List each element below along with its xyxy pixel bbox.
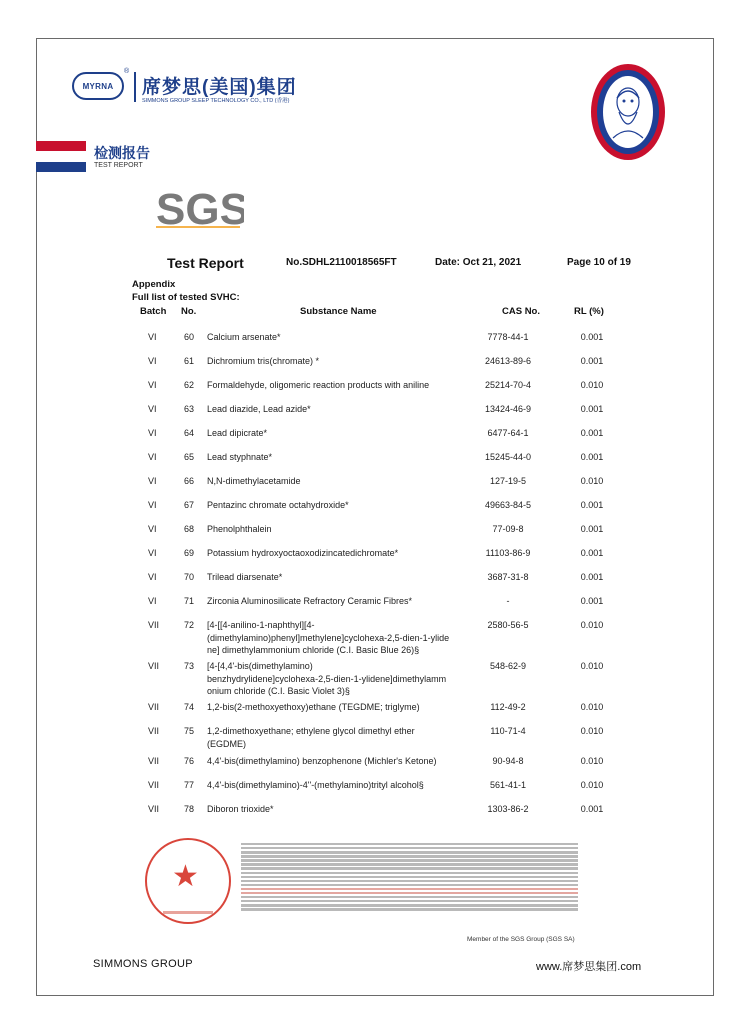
table-cell-cas: 49663-84-5 <box>484 500 532 510</box>
table-cell-rl: 0.001 <box>580 804 604 814</box>
table-cell-rl: 0.010 <box>580 726 604 736</box>
table-cell-rl: 0.001 <box>580 404 604 414</box>
substance-name-line: Phenolphthalein <box>207 524 272 534</box>
table-cell-batch: VII <box>148 726 160 736</box>
footer-website: www.席梦思集团.com <box>536 961 642 973</box>
report-date: Date: Oct 21, 2021 <box>435 257 522 268</box>
table-cell-no: 67 <box>184 500 195 510</box>
table-cell-batch: VI <box>148 548 157 558</box>
table-cell-rl: 0.001 <box>580 524 604 534</box>
substance-name-line: (dimethylamino)phenyl]methylene]cyclohexa-2,5-dien-1-ylide <box>207 632 450 643</box>
substance-name-line: 4,4'-bis(dimethylamino)-4''-(methylamino)trityl alcohol§ <box>207 780 424 790</box>
sgs-logo-text: SGS <box>156 186 244 232</box>
table-cell-rl: 0.001 <box>580 356 604 366</box>
table-cell-batch: VII <box>148 804 160 814</box>
table-cell-cas: 90-94-8 <box>492 756 524 766</box>
table-cell-rl: 0.001 <box>580 596 604 606</box>
table-cell-rl: 0.001 <box>580 332 604 342</box>
appendix-subtitle: Full list of tested SVHC: <box>132 292 240 303</box>
table-cell-no: 75 <box>184 726 195 736</box>
table-cell-no: 70 <box>184 572 195 582</box>
table-cell-no: 74 <box>184 702 195 712</box>
table-cell-cas: 127-19-5 <box>489 476 527 486</box>
table-cell-rl: 0.010 <box>580 661 604 671</box>
myrna-logo <box>72 72 124 100</box>
substance-name-line: onium chloride (C.I. Basic Violet 3)§ <box>207 686 350 696</box>
table-cell-batch: VI <box>148 476 157 486</box>
table-cell-rl: 0.010 <box>580 780 604 790</box>
report-title-en: TEST REPORT <box>94 162 143 169</box>
table-cell-cas: 112-49-2 <box>490 702 526 712</box>
table-cell-batch: VII <box>148 780 160 790</box>
table-cell-batch: VI <box>148 428 157 438</box>
table-cell-batch: VI <box>148 500 157 510</box>
report-title: Test Report <box>167 255 244 271</box>
substance-name-line: Trilead diarsenate* <box>207 572 283 582</box>
table-cell-no: 66 <box>184 476 195 486</box>
table-cell-cas: 2580-56-5 <box>487 620 529 630</box>
table-cell-rl: 0.001 <box>580 548 604 558</box>
table-cell-cas: 15245-44-0 <box>484 452 532 462</box>
table-cell-no: 77 <box>184 780 195 790</box>
appendix-label: Appendix <box>132 279 176 290</box>
substance-name-line: 4,4'-bis(dimethylamino) benzophenone (Michler's Ketone) <box>207 756 437 766</box>
substance-name-line: Diboron trioxide* <box>207 804 274 814</box>
table-cell-no: 62 <box>184 380 195 390</box>
column-header-batch: Batch <box>140 306 167 317</box>
table-cell-rl: 0.010 <box>580 476 604 486</box>
substance-name-line: Zirconia Aluminosilicate Refractory Ceramic Fibres* <box>207 596 413 606</box>
table-cell-batch: VI <box>148 572 157 582</box>
table-cell-batch: VII <box>148 620 160 630</box>
column-header-no: No. <box>181 306 197 317</box>
page-indicator: Page 10 of 19 <box>567 257 631 268</box>
report-number: No.SDHL2110018565FT <box>286 257 397 268</box>
table-cell-batch: VII <box>148 756 160 766</box>
table-cell-batch: VII <box>148 661 160 671</box>
substance-name-line: [4-[[4-anilino-1-naphthyl][4- <box>207 620 315 630</box>
table-cell-no: 61 <box>184 356 195 366</box>
table-cell-cas: 13424-46-9 <box>484 404 532 414</box>
column-header-rl: RL (%) <box>574 306 604 317</box>
table-cell-no: 60 <box>184 332 195 342</box>
table-cell-batch: VI <box>148 404 157 414</box>
substance-name-line: (EGDME) <box>207 738 246 749</box>
column-header-substance: Substance Name <box>300 306 377 317</box>
substance-name-line: benzhydrylidene]cyclohexa-2,5-dien-1-ylidene]dimethylamm <box>207 673 447 684</box>
logo-divider <box>134 72 136 102</box>
substance-name-line: 1,2-bis(2-methoxyethoxy)ethane (TEGDME; triglyme) <box>207 702 420 712</box>
legal-fine-print <box>241 843 578 927</box>
stamp-star-icon: ★ <box>172 860 199 893</box>
table-cell-rl: 0.010 <box>580 702 604 712</box>
table-cell-no: 73 <box>184 661 195 671</box>
table-cell-batch: VII <box>148 702 160 712</box>
table-cell-batch: VI <box>148 356 157 366</box>
table-cell-batch: VI <box>148 524 157 534</box>
table-cell-no: 68 <box>184 524 195 534</box>
table-cell-no: 64 <box>184 428 195 438</box>
table-cell-no: 76 <box>184 756 195 766</box>
table-cell-cas: 3687-31-8 <box>487 572 529 582</box>
substance-name-line: Calcium arsenate* <box>207 332 281 342</box>
myrna-logo-text: MYRNA <box>82 81 114 91</box>
table-cell-batch: VI <box>148 332 157 342</box>
table-cell-rl: 0.010 <box>580 620 604 630</box>
table-cell-cas: 561-41-1 <box>489 780 527 790</box>
table-cell-rl: 0.001 <box>580 428 604 438</box>
registered-mark: ® <box>124 68 130 75</box>
table-cell-cas: 24613-89-6 <box>484 356 532 366</box>
footer-company: SIMMONS GROUP <box>93 958 193 970</box>
sgs-member-note: Member of the SGS Group (SGS SA) <box>467 936 575 943</box>
table-cell-no: 63 <box>184 404 195 414</box>
substance-name-line: Formaldehyde, oligomeric reaction products with aniline <box>207 380 430 390</box>
brand-name-en: SIMMONS GROUP SLEEP TECHNOLOGY CO., LTD (香港) <box>142 98 290 104</box>
report-title-cn: 检测报告 <box>94 145 150 161</box>
table-cell-cas: 6477-64-1 <box>487 428 529 438</box>
substance-name-line: 1,2-dimethoxyethane; ethylene glycol dimethyl ether <box>207 726 415 736</box>
table-cell-cas: 548-62-9 <box>489 661 527 671</box>
substance-name-line: Potassium hydroxyoctaoxodizincatedichromate* <box>207 548 399 558</box>
table-cell-no: 65 <box>184 452 195 462</box>
table-cell-batch: VI <box>148 596 157 606</box>
table-cell-no: 69 <box>184 548 195 558</box>
table-cell-cas: 110-71-4 <box>490 726 526 736</box>
table-cell-cas: - <box>506 596 510 606</box>
table-cell-cas: 77-09-8 <box>492 524 524 534</box>
table-cell-cas: 25214-70-4 <box>484 380 532 390</box>
table-cell-no: 71 <box>184 596 195 606</box>
table-cell-cas: 1303-86-2 <box>487 804 529 814</box>
sgs-logo <box>152 186 244 232</box>
portrait-emblem-face <box>603 76 653 148</box>
portrait-sketch-icon <box>603 76 653 148</box>
column-header-cas: CAS No. <box>502 306 540 317</box>
table-cell-rl: 0.001 <box>580 500 604 510</box>
flag-stripes-icon <box>36 141 86 172</box>
table-cell-rl: 0.010 <box>580 380 604 390</box>
table-cell-batch: VI <box>148 380 157 390</box>
table-cell-batch: VI <box>148 452 157 462</box>
brand-name-cn: 席梦思(美国)集团 <box>142 77 297 98</box>
substance-name-line: ne] dimethylammonium chloride (C.I. Basic Blue 26)§ <box>207 645 420 655</box>
table-cell-cas: 11103-86-9 <box>485 548 531 558</box>
stamp-caption-icon <box>145 910 231 918</box>
substance-name-line: [4-[4,4'-bis(dimethylamino) <box>207 661 313 671</box>
substance-name-line: Lead diazide, Lead azide* <box>207 404 311 414</box>
table-cell-rl: 0.001 <box>580 452 604 462</box>
substance-name-line: N,N-dimethylacetamide <box>207 476 301 486</box>
substance-name-line: Pentazinc chromate octahydroxide* <box>207 500 349 510</box>
table-cell-no: 78 <box>184 804 195 814</box>
substance-name-line: Dichromium tris(chromate) * <box>207 356 320 366</box>
table-cell-cas: 7778-44-1 <box>487 332 529 342</box>
table-cell-no: 72 <box>184 620 195 630</box>
substance-name-line: Lead dipicrate* <box>207 428 268 438</box>
table-cell-rl: 0.010 <box>580 756 604 766</box>
table-cell-rl: 0.001 <box>580 572 604 582</box>
substance-name-line: Lead styphnate* <box>207 452 273 462</box>
